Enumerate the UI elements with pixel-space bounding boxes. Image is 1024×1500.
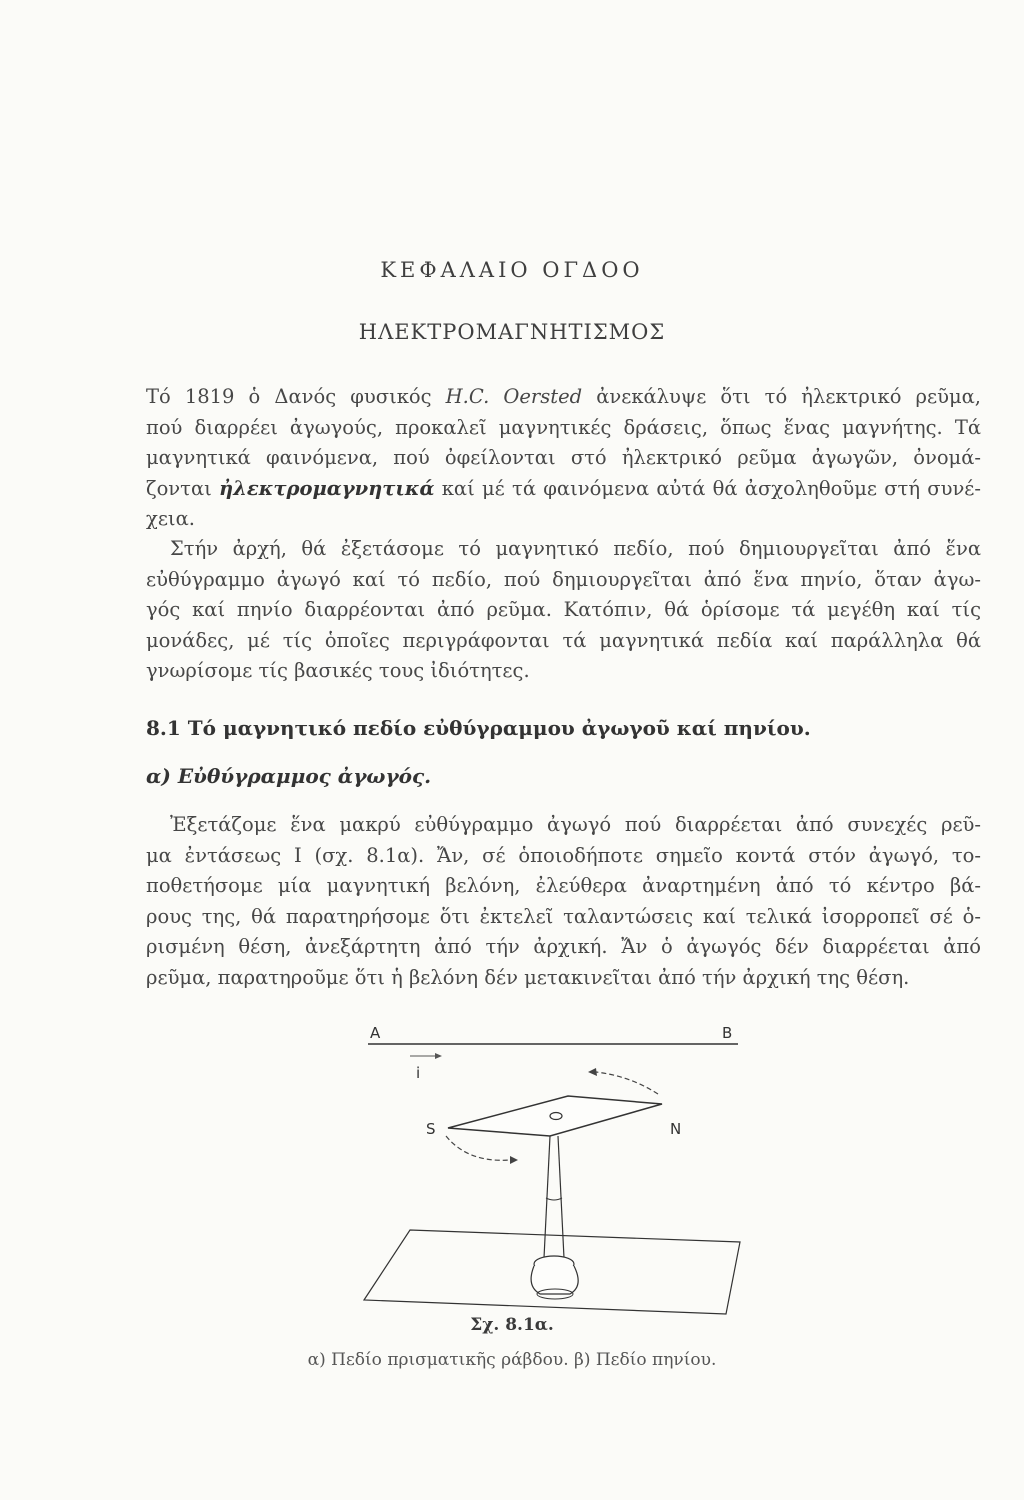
text-line: γός καί πηνίο διαρρέονται ἀπό ρεῦμα. Κατόπιν, θά ὁρίσομε τά μεγέθη καί τίς: [146, 598, 981, 621]
section-paragraph: [146, 810, 981, 993]
text-run: Στήν ἀρχή, θά ἐξετάσομε τό μαγνητικό πεδίο, πού δημιουργεῖται ἀπό ἕνα: [170, 537, 981, 560]
magnetic-needle: [448, 1096, 662, 1136]
text-line: [146, 534, 981, 565]
text-line: μαγνητικά φαινόμενα, πού ὀφείλονται στό ἠλεκτρικό ρεῦμα ἀγωγῶν, ὀνομά-: [146, 446, 981, 469]
text-run: καί μέ τά φαινόμενα αὐτά θά ἀσχοληθοῦμε στή συνέ-: [434, 476, 981, 500]
text-line: γνωρίσομε τίς βασικές τους ἰδιότητες.: [146, 659, 530, 682]
text-line: [146, 382, 981, 413]
text-line: [146, 474, 981, 505]
text-run: Ἐξετάζομε ἕνα μακρύ εὐθύγραμμο ἀγωγό πού διαρρέεται ἀπό συνεχές ρεῦ-: [170, 813, 981, 836]
rotation-arrowhead-top: [588, 1068, 597, 1076]
stand-ring: [546, 1198, 562, 1200]
figure-caption-title: Σχ. 8.1α.: [470, 1315, 554, 1335]
stand-shaft-left: [544, 1136, 550, 1258]
stand-shaft-right: [558, 1136, 564, 1258]
text-line: μα ἐντάσεως Ι (σχ. 8.1α). Ἄν, σέ ὁποιοδήποτε σημεῖο κοντά στόν ἀγωγό, το-: [146, 843, 981, 867]
label-n: N: [670, 1120, 682, 1138]
text-run: ζονται: [146, 476, 220, 500]
text-run: ἀνεκάλυψε ὅτι τό ἠλεκτρικό ρεῦμα,: [582, 385, 981, 408]
stand-base: [531, 1266, 578, 1294]
text-line: εὐθύγραμμο ἀγωγό καί τό πεδίο, πού δημιουργεῖται ἀπό ἕνα πηνίο, ὅταν ἀγω-: [146, 567, 981, 591]
chapter-title: ΗΛΕΚΤΡΟΜΑΓΝΗΤΙΣΜΟΣ: [358, 320, 666, 344]
text-line: μονάδες, μέ τίς ὁποῖες περιγράφονται τά μαγνητικά πεδία καί παράλληλα θά: [146, 628, 981, 652]
subsection-heading: α) Εὐθύγραμμος ἀγωγός.: [146, 764, 432, 788]
current-arrowhead: [435, 1053, 442, 1059]
text-line: πού διαρρέει ἀγωγούς, προκαλεῖ μαγνητικές δράσεις, ὅπως ἕνας μαγνήτης. Τά: [146, 415, 981, 439]
section-heading: 8.1 Τό μαγνητικό πεδίο εὐθύγραμμου ἀγωγοῦ καί πηνίου.: [146, 716, 811, 740]
text-line: ποθετήσομε μία μαγνητική βελόνη, ἐλεύθερα ἀναρτημένη ἀπό τό κέντρο βά-: [146, 874, 981, 897]
label-a: A: [370, 1024, 381, 1042]
text-line: ρους της, θά παρατηρήσομε ὅτι ἐκτελεῖ ταλαντώσεις καί τελικά ἰσορροπεῖ σέ ὁ-: [146, 904, 981, 928]
chapter-label: ΚΕΦΑΛΑΙΟ ΟΓΔΟΟ: [380, 258, 644, 282]
figure-compass-near-wire: [360, 1018, 760, 1318]
label-b: B: [722, 1024, 733, 1042]
figure-caption-text: α) Πεδίο πρισματικῆς ράβδου. β) Πεδίο πηνίου.: [307, 1350, 717, 1370]
scientist-name: H.C. Oersted: [445, 385, 583, 408]
intro-paragraph-2: [146, 534, 981, 687]
rotation-arrow-bottom: [446, 1136, 510, 1160]
label-i: i: [416, 1064, 421, 1082]
text-line: [146, 810, 981, 841]
text-line: χεια.: [146, 507, 195, 530]
text-run: Τό 1819 ὁ Δανός φυσικός: [146, 385, 446, 408]
text-line: ρεῦμα, παρατηροῦμε ὅτι ἡ βελόνη δέν μετακινεῖται ἀπό τήν ἀρχική της θέση.: [146, 965, 910, 989]
key-term: ἠλεκτρομαγνητικά: [219, 476, 435, 500]
rotation-arrow-top: [596, 1072, 658, 1094]
label-s: S: [426, 1120, 436, 1138]
rotation-arrowhead-bottom: [510, 1156, 518, 1164]
intro-paragraph-1: [146, 382, 981, 535]
text-line: ρισμένη θέση, ἀνεξάρτητη ἀπό τήν ἀρχική. Ἄν ὁ ἀγωγός δέν διαρρέεται ἀπό: [146, 935, 981, 958]
